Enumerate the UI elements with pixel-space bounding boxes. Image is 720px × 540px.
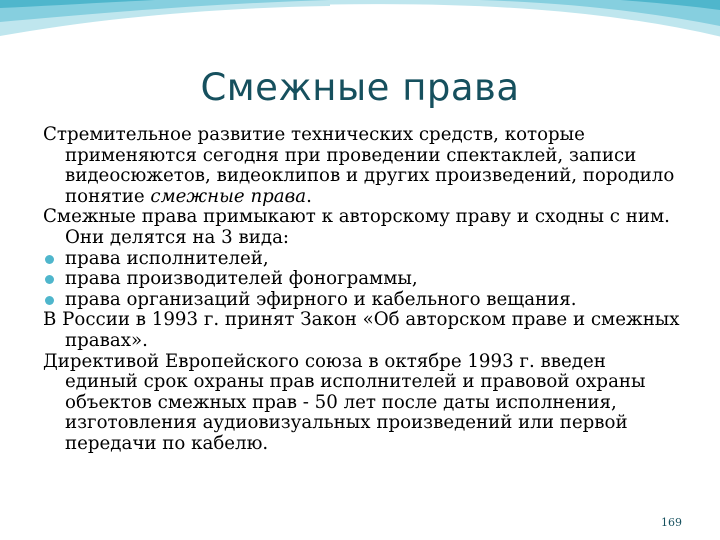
page-number: 169	[661, 516, 682, 529]
bullet-dot-icon	[45, 255, 54, 264]
paragraph-eu-directive: Директивой Европейского союза в октябре 1993 г. введен единый срок охраны прав исполнителей и правовой охраны объектов смежных прав - 50 лет после даты исполнения, изготовления аудиовизуальных произведений или первой передачи по кабелю.	[43, 350, 646, 454]
paragraph-intro-text: Стремительное развитие технических средств, которые применяются сегодня при проведении спектаклей, записи видеосюжетов, видеоклипов и других произведений, породило понятие	[43, 124, 675, 207]
bullet-dot-icon	[45, 275, 54, 284]
bullet-item	[43, 249, 683, 270]
bullet-text: права исполнителей,	[65, 247, 269, 269]
paragraph-types: Смежные права примыкают к авторскому праву и сходны с ним. Они делятся на 3 вида:	[43, 206, 670, 248]
slide-title: Смежные права	[200, 66, 520, 109]
bullet-text: права производителей фонограммы,	[65, 268, 418, 290]
slide-body	[43, 125, 683, 455]
paragraph-intro-emphasis: смежные права	[150, 185, 307, 207]
bullet-dot-icon	[45, 296, 54, 305]
paragraph-intro-end: .	[306, 185, 312, 207]
paragraph-russia-law: В России в 1993 г. принят Закон «Об авторском праве и смежных правах».	[43, 309, 680, 351]
paragraph-intro	[43, 125, 683, 207]
bullet-item	[43, 269, 683, 290]
bullet-text: права организаций эфирного и кабельного вещания.	[65, 288, 577, 310]
bullet-item	[43, 290, 683, 311]
